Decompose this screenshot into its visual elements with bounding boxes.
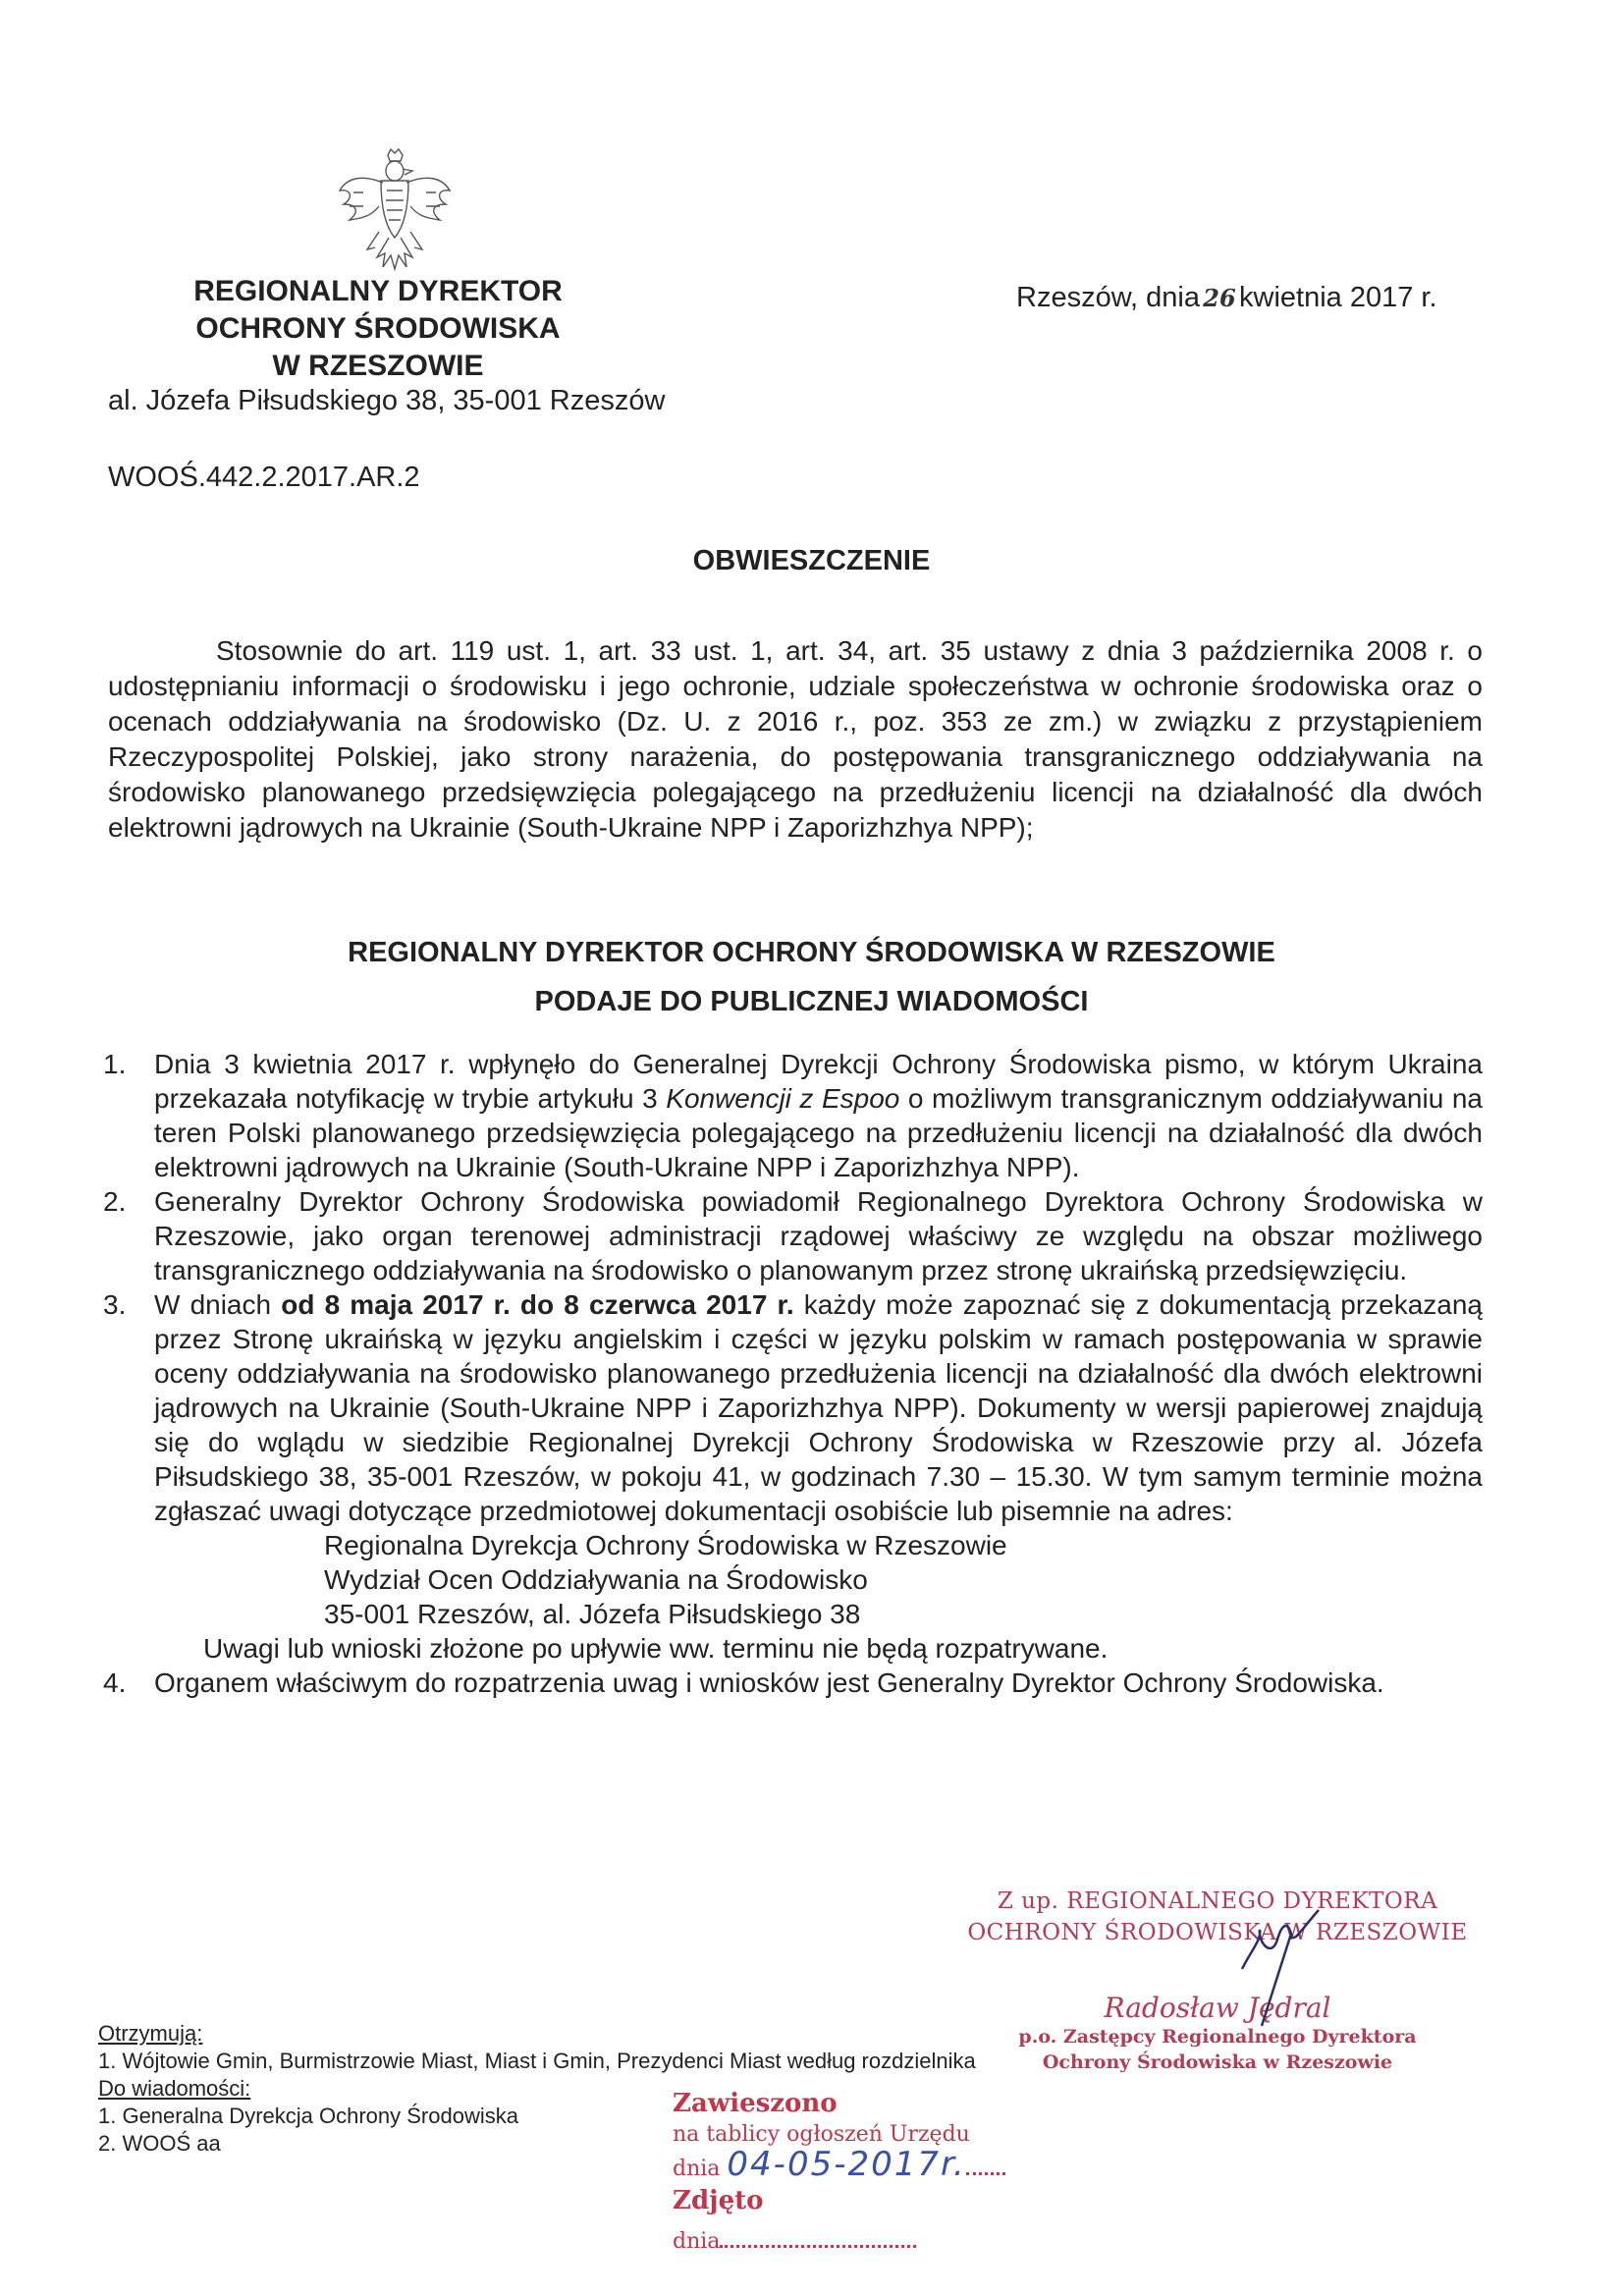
address-line: Regionalna Dyrekcja Ochrony Środowiska w Rzeszowie — [324, 1530, 1007, 1560]
stamp-dnia-label: dnia — [673, 2157, 721, 2181]
announcement-list — [103, 1047, 1483, 1700]
stamp-removed-label: Zdjęto — [673, 2186, 764, 2215]
stamp-dnia-label: dnia — [673, 2229, 721, 2254]
polish-eagle-emblem-icon — [334, 147, 457, 275]
announcement-heading — [0, 928, 1623, 1026]
signature-stamp — [943, 1886, 1492, 2075]
list-item — [103, 1184, 1483, 1287]
posting-stamp — [673, 2087, 1005, 2257]
item-text — [154, 1287, 1483, 1666]
date-prefix: Rzeszów, dnia — [1016, 282, 1200, 313]
late-submission-note: Uwagi lub wnioski złożone po upływie ww. terminu nie będą rozpatrywane. — [203, 1633, 1109, 1664]
item-number: 1. — [103, 1049, 127, 1079]
item-number: 3. — [103, 1289, 127, 1320]
submission-address — [154, 1528, 1483, 1631]
announcement-heading-line-2: PODAJE DO PUBLICZNEJ WIADOMOŚCI — [534, 986, 1089, 1017]
list-item — [103, 1287, 1483, 1666]
recipients-label: Otrzymują: — [98, 2021, 203, 2046]
signatory-position-1: p.o. Zastępcy Regionalnego Dyrektora — [1018, 2026, 1417, 2048]
issuer-header — [147, 273, 609, 385]
intro-text: Stosownie do art. 119 ust. 1, art. 33 ust. 1, art. 34, art. 35 ustawy z dnia 3 października 2008 r. o udostępnianiu informacji o środowisku i jego ochronie, udziale społeczeństwa w ochronie środowiska oraz o ocenach oddziaływania na środowisko (Dz. U. z 2016 r., poz. 353 ze zm.) w związku z przystąpieniem Rzeczypospolitej Polskiej, jako strony narażenia, do postępowania transgranicznego oddziaływania na środowisko planowanego przedsięwzięcia polegającego na przedłużeniu licencji na działalność dla dwóch elektrowni jądrowych na Ukrainie (South-Ukraine NPP i Zaporizhzhya NPP); — [108, 635, 1483, 843]
recipient-item: 1. Wójtowie Gmin, Burmistrzowie Miast, Miast i Gmin, Prezydenci Miast według rozdzielnika — [98, 2049, 976, 2073]
item-text-part: W dniach — [154, 1289, 282, 1320]
cc-item: 1. Generalna Dyrekcja Ochrony Środowiska — [98, 2104, 518, 2128]
item-text: Organem właściwym do rozpatrzenia uwag i wniosków jest Generalny Dyrektor Ochrony Środowiska. — [154, 1667, 1384, 1698]
item-text-part: każdy może zapoznać się z dokumentacją przekazaną przez Stronę ukraińską w języku angielskim i części w języku polskim w ramach postępowania w sprawie oceny oddziaływania na środowisko planowanego przedłużenia licencji na działalność dla dwóch elektrowni jądrowych na Ukrainie (South-Ukraine NPP i Zaporizhzhya NPP). Dokumenty w wersji papierowej znajdują się do wglądu w siedzibie Regionalnej Dyrekcji Ochrony Środowiska w Rzeszowie przy al. Józefa Piłsudskiego 38, 35-001 Rzeszów, w pokoju 41, w godzinach 7.30 – 15.30. W tym samym terminie można zgłaszać uwagi dotyczące przedmiotowej dokumentacji osobiście lub pisemnie na adres: — [154, 1289, 1484, 1526]
cc-item: 2. WOOŚ aa — [98, 2131, 221, 2156]
stamp-board-label: na tablicy ogłoszeń Urzędu — [673, 2122, 970, 2147]
item-number: 4. — [103, 1667, 127, 1698]
cc-label: Do wiadomości: — [98, 2076, 251, 2101]
address-line: 35-001 Rzeszów, al. Józefa Piłsudskiego 38 — [324, 1599, 861, 1629]
document-title: OBWIESZCZENIE — [692, 545, 931, 576]
issuer-line-3: W RZESZOWIE — [272, 350, 484, 382]
signatory-position-2: Ochrony Środowiska w Rzeszowie — [1042, 2051, 1393, 2073]
issuer-line-1: REGIONALNY DYREKTOR — [193, 275, 563, 307]
list-item — [103, 1047, 1483, 1184]
stamp-removed-date-row — [673, 2227, 1005, 2257]
stamp-posted-date-row — [673, 2145, 1005, 2184]
dotted-line — [720, 2227, 916, 2248]
item-text — [154, 1047, 1483, 1184]
item-text-part: Dnia 3 kwietnia 2017 r. wpłynęło do Generalnej Dyrekcji Ochrony Środowiska pismo, w którym Ukraina przekazała notyfikację w trybie artykułu 3 — [154, 1049, 1483, 1114]
announcement-heading-line-1: REGIONALNY DYREKTOR OCHRONY ŚRODOWISKA W RZESZOWIE — [348, 937, 1275, 968]
issuer-line-2: OCHRONY ŚRODOWISKA — [195, 312, 561, 345]
handwritten-day: 26 — [1203, 284, 1236, 312]
issuer-address: al. Józefa Piłsudskiego 38, 35-001 Rzeszów — [108, 385, 666, 416]
address-line: Wydział Ocen Oddziaływania na Środowisko — [324, 1564, 868, 1595]
intro-paragraph — [108, 633, 1483, 846]
convention-name: Konwencji z Espoo — [666, 1083, 900, 1114]
document-date — [1016, 282, 1437, 314]
item-text: Generalny Dyrektor Ochrony Środowiska powiadomił Regionalnego Dyrektora Ochrony Środowiska w Rzeszowie, jako organ terenowej administracji rządowej właściwy ze względu na obszar możliwego transgranicznego oddziaływania na środowisko o planowanym przez stronę ukraińską przedsięwzięciu. — [154, 1186, 1483, 1285]
reference-number: WOOŚ.442.2.2017.AR.2 — [108, 462, 420, 493]
item-number: 2. — [103, 1186, 127, 1217]
stamp-posted-label: Zawieszono — [673, 2089, 838, 2118]
consultation-period: od 8 maja 2017 r. do 8 czerwca 2017 r. — [281, 1289, 794, 1320]
handwritten-signature-icon — [1232, 1890, 1340, 2028]
date-suffix: kwietnia 2017 r. — [1239, 282, 1437, 313]
dotted-line — [966, 2155, 1005, 2175]
item-text-part: o możliwym transgranicznym oddziaływaniu na teren Polski planowanego przedsięwzięcia polegającego na przedłużeniu licencji na działalność dla dwóch elektrowni jądrowych na Ukrainie (South-Ukraine NPP i Zaporizhzhya NPP). — [154, 1083, 1483, 1182]
signatory-name: Radosław Jędral — [1104, 1992, 1331, 2024]
stamp-posted-date: 04-05-2017r. — [727, 2145, 966, 2184]
list-item — [103, 1666, 1483, 1700]
signature-authority-line-1: Z up. REGIONALNEGO DYREKTORA — [997, 1888, 1438, 1914]
signature-authority-line-2: OCHRONY ŚRODOWISKA W RZESZOWIE — [967, 1920, 1468, 1945]
